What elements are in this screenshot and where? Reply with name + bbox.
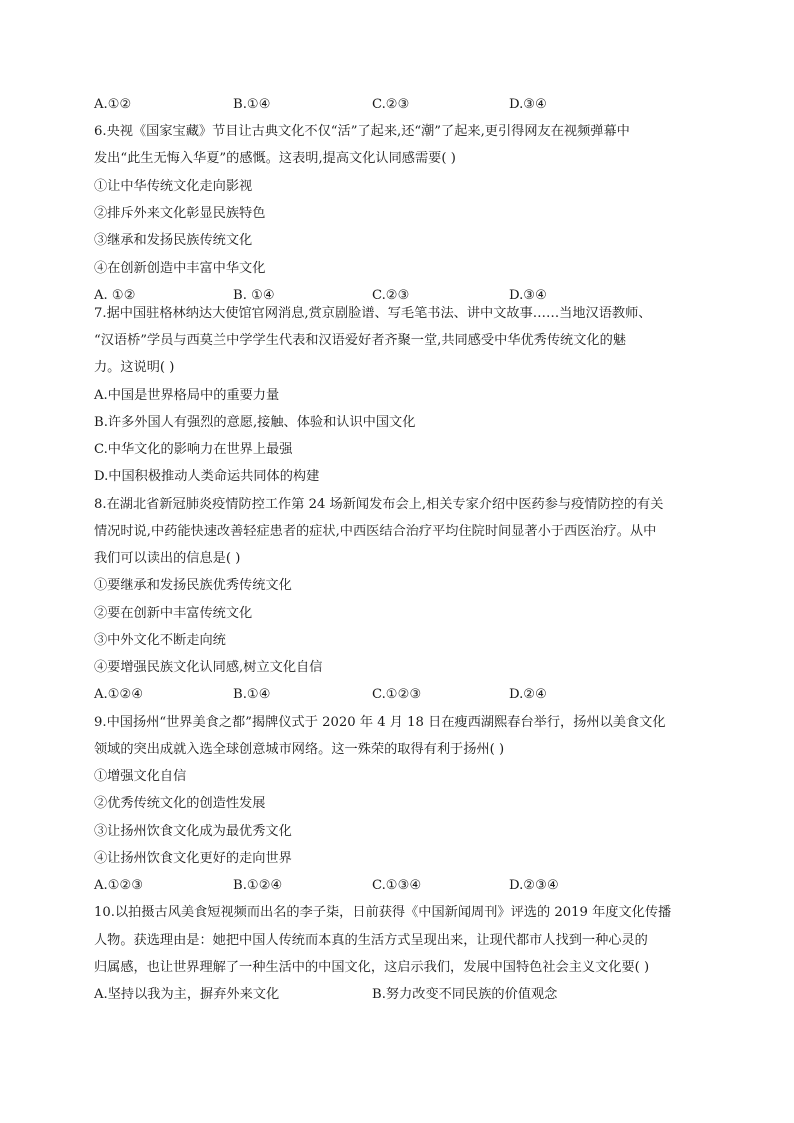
q10-stem-line-1: 10.以拍摄古风美食短视频而出名的李子柒，日前获得《中国新闻周刊》评选的 2019 年度文化传播 [94, 905, 672, 920]
q9-option-c: C.①③④ [372, 878, 422, 893]
q8-item-4: ④要增强民族文化认同感,树立文化自信 [94, 660, 323, 675]
q8-item-2: ②要在创新中丰富传统文化 [94, 606, 253, 621]
q8-item-1: ①要继承和发扬民族优秀传统文化 [94, 578, 292, 593]
q6-item-3: ③继承和发扬民族传统文化 [94, 233, 253, 248]
q5-option-b: B.①④ [233, 97, 271, 112]
q10-option-a: A.坚持以我为主，摒弃外来文化 [94, 987, 280, 1002]
q6-item-1: ①让中华传统文化走向影视 [94, 179, 253, 194]
q7-choice-d: D.中国积极推动人类命运共同体的构建 [94, 469, 320, 484]
q5-option-a: A.①② [94, 97, 132, 112]
q9-item-2: ②优秀传统文化的创造性发展 [94, 796, 266, 811]
q6-stem-line-2: 发出“此生无悔入华夏”的感慨。这表明,提高文化认同感需要( ) [94, 151, 456, 166]
q8-stem-line-3: 我们可以读出的信息是( ) [94, 551, 241, 566]
q5-option-d: D.③④ [509, 97, 547, 112]
q10-stem-line-2: 人物。获选理由是：她把中国人传统而本真的生活方式呈现出来，让现代都市人找到一种心灵的 [94, 933, 648, 948]
q6-item-4: ④在创新创造中丰富中华文化 [94, 261, 266, 276]
q8-stem-line-1: 8.在湖北省新冠肺炎疫情防控工作第 24 场新闻发布会上,相关专家介绍中医药参与疫情防控的有关 [94, 497, 664, 512]
q9-item-1: ①增强文化自信 [94, 769, 187, 784]
q9-item-3: ③让扬州饮食文化成为最优秀文化 [94, 824, 292, 839]
q7-choice-c: C.中华文化的影响力在世界上最强 [94, 442, 293, 457]
q8-option-d: D.②④ [509, 687, 547, 702]
q9-stem-line-1: 9.中国扬州“世界美食之都”揭牌仪式于 2020 年 4 月 18 日在瘦西湖熙春台举行，扬州以美食文化 [94, 715, 666, 730]
q6-option-a: A. ①② [94, 288, 136, 303]
q8-item-3: ③中外文化不断走向统 [94, 633, 226, 648]
q8-option-b: B.①④ [233, 687, 271, 702]
q8-stem-line-2: 情况时说,中药能快速改善轻症患者的症状,中西医结合治疗平均住院时间显著小于西医治疗。从中 [94, 524, 657, 539]
q9-option-a: A.①②③ [94, 878, 144, 893]
q9-item-4: ④让扬州饮食文化更好的走向世界 [94, 851, 292, 866]
q8-option-c: C.①②③ [372, 687, 422, 702]
q5-option-c: C.②③ [372, 97, 410, 112]
q10-stem-line-3: 归属感，也让世界理解了一种生活中的中国文化，这启示我们，发展中国特色社会主义文化要( ) [94, 960, 650, 975]
q6-option-c: C.②③ [372, 288, 410, 303]
q6-option-d: D.③④ [509, 288, 547, 303]
q8-option-a: A.①②④ [94, 687, 144, 702]
q7-stem-line-3: 力。这说明( ) [94, 360, 175, 375]
q9-option-d: D.②③④ [509, 878, 559, 893]
q6-item-2: ②排斥外来文化彰显民族特色 [94, 206, 266, 221]
q6-stem-line-1: 6.央视《国家宝藏》节目让古典文化不仅“活”了起来,还“潮”了起来,更引得网友在视频弹幕中 [94, 124, 630, 139]
q6-option-b: B. ①④ [233, 288, 275, 303]
q9-option-b: B.①②④ [233, 878, 283, 893]
q7-choice-a: A.中国是世界格局中的重要力量 [94, 388, 280, 403]
q7-stem-line-1: 7.据中国驻格林纳达大使馆官网消息,赏京剧脸谱、写毛笔书法、讲中文故事……当地汉语教师、 [94, 306, 652, 321]
q10-option-b: B.努力改变不同民族的价值观念 [372, 987, 558, 1002]
q7-stem-line-2: “汉语桥”学员与西莫兰中学学生代表和汉语爱好者齐聚一堂,共同感受中华优秀传统文化的魅 [94, 333, 626, 348]
q9-stem-line-2: 领域的突出成就入选全球创意城市网络。这一殊荣的取得有利于扬州( ) [94, 742, 505, 757]
q7-choice-b: B.许多外国人有强烈的意愿,接触、体验和认识中国文化 [94, 415, 416, 430]
